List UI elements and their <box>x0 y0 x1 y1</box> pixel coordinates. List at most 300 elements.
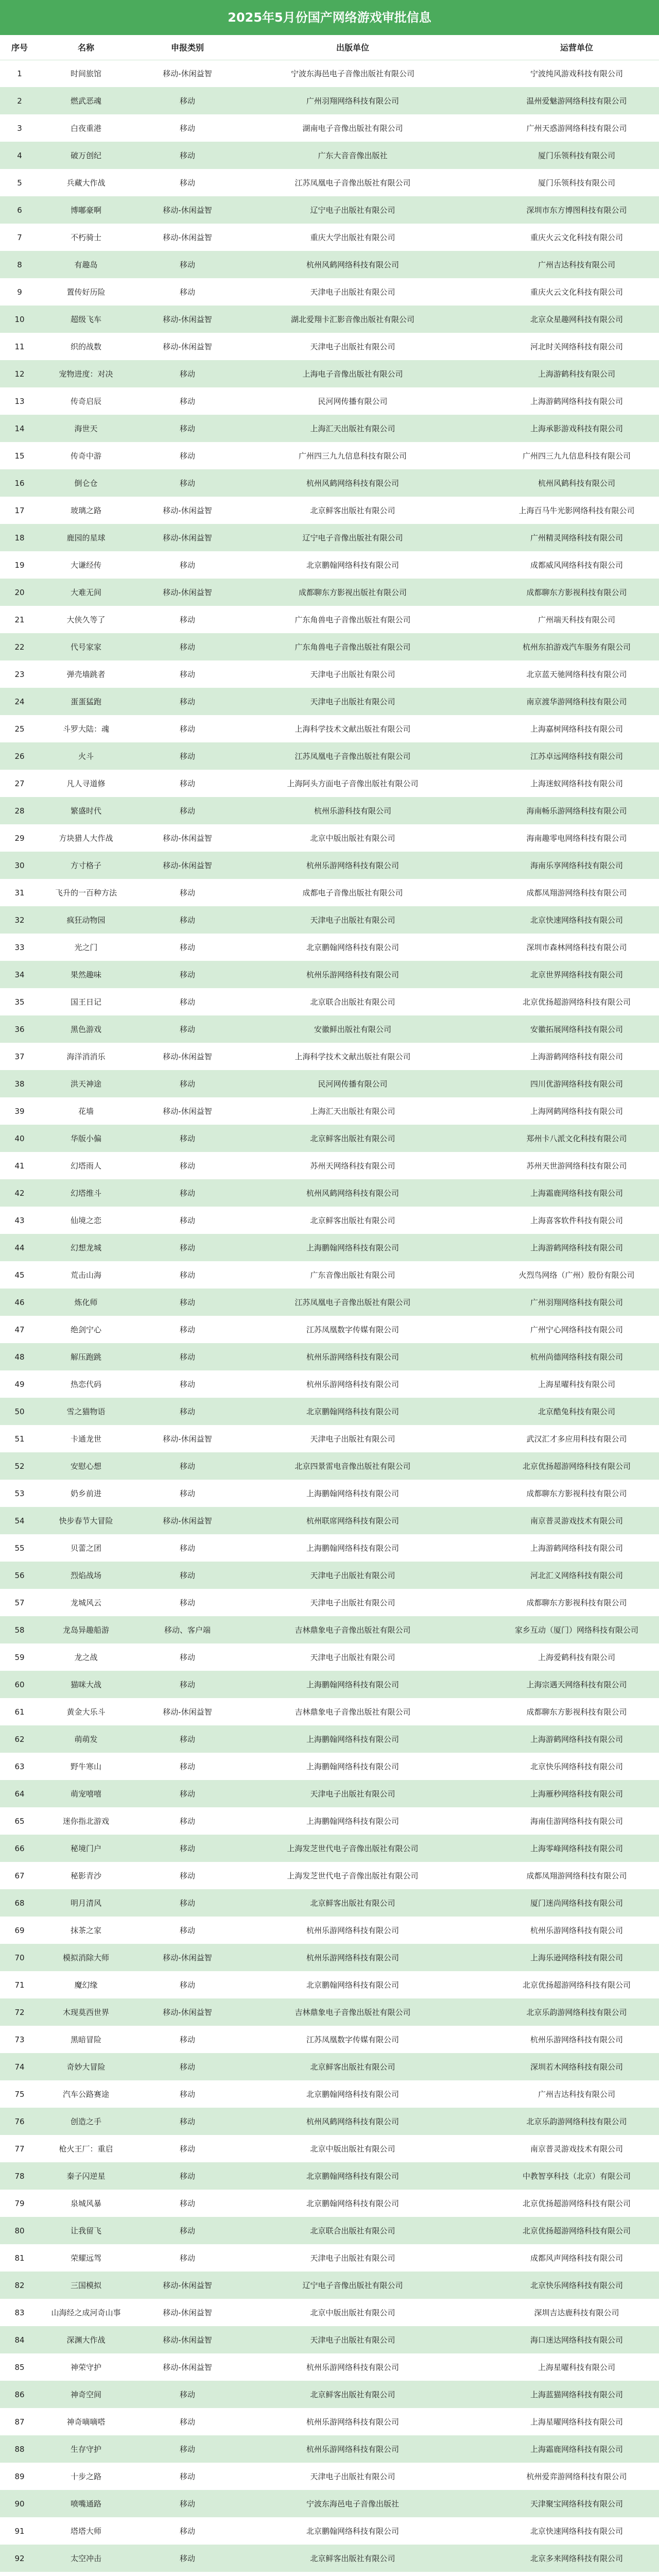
cell-operator: 上海乐逊网络科技有限公司 <box>530 1953 623 1962</box>
cell-category: 移动-休闲益智 <box>163 342 212 351</box>
cell-operator: 四川优游网络科技有限公司 <box>530 1079 623 1089</box>
cell-operator: 武汉汇才多应用科技有限公司 <box>526 1434 627 1444</box>
cell-index: 3 <box>17 123 22 133</box>
cell-operator: 深圳市东方博图科技有限公司 <box>526 205 627 215</box>
cell-name: 有趣岛 <box>74 260 98 269</box>
cell-publisher: 杭州乐游科技有限公司 <box>314 806 391 816</box>
cell-name: 塔塔大师 <box>70 2526 101 2536</box>
header-name: 名称 <box>39 35 133 60</box>
table-row <box>0 1534 659 1562</box>
cell-index: 4 <box>17 150 22 160</box>
cell-category: 移动-休闲益智 <box>163 587 212 597</box>
cell-name: 贝蕾之团 <box>70 1543 101 1553</box>
cell-index: 31 <box>14 888 25 897</box>
table-row <box>0 1753 659 1780</box>
cell-category: 移动 <box>179 1925 195 1935</box>
cell-category: 移动 <box>179 396 195 406</box>
cell-name: 抹茶之家 <box>70 1925 101 1935</box>
cell-operator: 上海霜鹿网络科技有限公司 <box>530 2444 623 2454</box>
table-row <box>0 1725 659 1753</box>
cell-category: 移动 <box>179 997 195 1007</box>
cell-operator: 广州羽翔网络科技有限公司 <box>530 1297 623 1307</box>
cell-publisher: 杭州乐游网络科技有限公司 <box>306 1352 399 1362</box>
table-row <box>0 360 659 387</box>
cell-index: 12 <box>14 369 25 379</box>
cell-name: 洪天神途 <box>70 1079 101 1089</box>
cell-publisher: 天津电子出版社有限公司 <box>310 1598 395 1607</box>
table-row <box>0 934 659 961</box>
cell-operator: 北京优扬超游网络科技有限公司 <box>522 997 631 1007</box>
cell-name: 三国模拟 <box>70 2280 101 2290</box>
cell-name: 龙岛异趣船游 <box>62 1625 109 1635</box>
table-row <box>0 251 659 278</box>
cell-publisher: 上海汇天出版社有限公司 <box>310 423 395 433</box>
cell-index: 25 <box>14 724 25 734</box>
table-row <box>0 2244 659 2272</box>
cell-name: 超级飞车 <box>70 314 101 324</box>
cell-publisher: 杭州乐游网络科技有限公司 <box>306 1379 399 1389</box>
cell-operator: 深圳市森林网络科技有限公司 <box>526 942 627 952</box>
cell-operator: 北京快速网络科技有限公司 <box>530 915 623 925</box>
cell-category: 移动 <box>179 1898 195 1908</box>
cell-name: 大侠久等了 <box>66 615 106 624</box>
cell-category: 移动 <box>179 1816 195 1826</box>
cell-index: 46 <box>14 1297 25 1307</box>
cell-category: 移动-休闲益智 <box>163 1106 212 1116</box>
cell-publisher: 杭州乐游网络科技有限公司 <box>306 1953 399 1962</box>
cell-index: 63 <box>14 1761 25 1771</box>
cell-category: 移动-休闲益智 <box>163 2308 212 2317</box>
cell-name: 凡人寻道修 <box>66 778 106 788</box>
cell-index: 48 <box>14 1352 25 1362</box>
cell-publisher: 辽宁电子出版社有限公司 <box>310 205 395 215</box>
cell-publisher: 北京鲜客出版社有限公司 <box>310 1133 395 1143</box>
cell-category: 移动 <box>179 1980 195 1990</box>
cell-category: 移动 <box>179 2526 195 2536</box>
cell-category: 移动-休闲益智 <box>163 505 212 515</box>
cell-index: 85 <box>14 2362 25 2372</box>
cell-name: 秘境门户 <box>70 1843 101 1853</box>
table-row <box>0 742 659 770</box>
cell-name: 萌宠嘻嘻 <box>70 1789 101 1799</box>
cell-index: 50 <box>14 1406 25 1416</box>
cell-publisher: 天津电子出版社有限公司 <box>310 342 395 351</box>
cell-category: 移动 <box>179 724 195 734</box>
cell-name: 传奇启辰 <box>70 396 101 406</box>
table-row <box>0 797 659 824</box>
cell-publisher: 江苏凤凰电子音像出版社有限公司 <box>294 1297 411 1307</box>
cell-index: 80 <box>14 2226 25 2235</box>
cell-name: 幻想龙城 <box>70 1243 101 1252</box>
cell-operator: 上海嘉树网络科技有限公司 <box>530 724 623 734</box>
cell-operator: 北京快速网络科技有限公司 <box>530 2526 623 2536</box>
cell-category: 移动 <box>179 1325 195 1334</box>
table-row <box>0 1862 659 1889</box>
table-row <box>0 1889 659 1917</box>
cell-name: 博嘟豪啊 <box>70 205 101 215</box>
cell-operator: 河北汇义网络科技有限公司 <box>530 1570 623 1580</box>
cell-index: 53 <box>14 1488 25 1498</box>
header-category: 申报类别 <box>133 35 242 60</box>
cell-category: 移动-休闲益智 <box>163 232 212 242</box>
table-row <box>0 497 659 524</box>
cell-index: 79 <box>14 2198 25 2208</box>
cell-publisher: 北京鹏翰网络科技有限公司 <box>306 2198 399 2208</box>
cell-publisher: 北京中版出版社有限公司 <box>310 2308 395 2317</box>
cell-category: 移动 <box>179 478 195 488</box>
cell-operator: 海南佳游网络科技有限公司 <box>530 1816 623 1826</box>
cell-index: 64 <box>14 1789 25 1799</box>
cell-index: 17 <box>14 505 25 515</box>
table-row <box>0 1343 659 1370</box>
cell-operator: 广州天惑游网络科技有限公司 <box>526 123 627 133</box>
cell-index: 15 <box>14 451 25 461</box>
cell-name: 花墙 <box>78 1106 94 1116</box>
cell-publisher: 广州羽翔网络科技有限公司 <box>306 96 399 106</box>
cell-category: 移动-休闲益智 <box>163 2280 212 2290</box>
cell-operator: 上海百马牛光影网络科技有限公司 <box>518 505 635 515</box>
cell-index: 11 <box>14 342 25 351</box>
cell-category: 移动、客户端 <box>164 1625 211 1635</box>
table-row <box>0 1616 659 1643</box>
cell-name: 破万创纪 <box>70 150 101 160</box>
cell-index: 22 <box>14 642 25 652</box>
cell-index: 89 <box>14 2471 25 2481</box>
cell-operator: 杭州风鹤科技有限公司 <box>537 478 615 488</box>
table-row <box>0 1589 659 1616</box>
cell-operator: 厦门乐领科技有限公司 <box>537 150 615 160</box>
cell-operator: 重庆火云文化科技有限公司 <box>530 232 623 242</box>
cell-name: 方块猎人大作战 <box>59 833 113 843</box>
cell-name: 倒仑仓 <box>74 478 98 488</box>
table-row <box>0 1125 659 1152</box>
cell-publisher: 民河网传播有限公司 <box>318 1079 388 1089</box>
cell-publisher <box>242 2572 463 2576</box>
header-index: 序号 <box>0 35 39 60</box>
table-row <box>0 2545 659 2572</box>
cell-operator: 上海游鹤网络科技有限公司 <box>530 1052 623 1061</box>
cell-category: 移动 <box>179 1024 195 1034</box>
cell-index: 44 <box>14 1243 25 1252</box>
cell-publisher: 上海阿头方面电子音像出版社有限公司 <box>287 778 419 788</box>
cell-publisher: 湖南电子音像出版社有限公司 <box>302 123 403 133</box>
table-row <box>0 852 659 879</box>
cell-name: 飞升的一百种方法 <box>55 888 117 897</box>
cell-index: 70 <box>14 1953 25 1962</box>
cell-category: 移动 <box>179 1488 195 1498</box>
table-row <box>0 660 659 688</box>
cell-name: 光之门 <box>74 942 98 952</box>
cell-name: 炼化师 <box>74 1297 98 1307</box>
cell-category: 移动-休闲益智 <box>163 860 212 870</box>
cell-index: 67 <box>14 1871 25 1880</box>
cell-category: 移动 <box>179 751 195 761</box>
cell-index: 32 <box>14 915 25 925</box>
cell-category: 移动 <box>179 1761 195 1771</box>
table-row <box>0 1398 659 1425</box>
cell-index: 66 <box>14 1843 25 1853</box>
cell-category: 移动 <box>179 669 195 679</box>
cell-index: 82 <box>14 2280 25 2290</box>
cell-index: 73 <box>14 2035 25 2044</box>
games-table <box>0 35 659 2576</box>
cell-name: 野牛寒山 <box>70 1761 101 1771</box>
table-row <box>0 2490 659 2517</box>
cell-category: 移动 <box>179 697 195 706</box>
cell-index: 77 <box>14 2144 25 2154</box>
cell-publisher: 天津电子出版社有限公司 <box>310 2471 395 2481</box>
cell-name: 大谦经传 <box>70 560 101 570</box>
cell-operator: 北京乐韵游网络科技有限公司 <box>526 2007 627 2017</box>
cell-name: 国王日记 <box>70 997 101 1007</box>
cell-publisher: 上海鹏翰网络科技有限公司 <box>306 1488 399 1498</box>
cell-name: 迷你指北游戏 <box>62 1816 109 1826</box>
cell-operator: 广州吉达科技有限公司 <box>537 260 615 269</box>
table-row <box>0 1671 659 1698</box>
table-row <box>0 142 659 169</box>
cell-name: 宠物进度：对决 <box>59 369 113 379</box>
cell-publisher: 北京四景雷电音像出版社有限公司 <box>294 1461 411 1471</box>
table-row <box>0 579 659 606</box>
table-row <box>0 2080 659 2108</box>
cell-publisher: 广东音像出版社有限公司 <box>310 1270 395 1280</box>
cell-name: 魔幻缘 <box>74 1980 98 1990</box>
cell-operator: 上海爱鹤科技有限公司 <box>537 1652 615 1662</box>
cell-index: 40 <box>14 1133 25 1143</box>
cell-publisher: 杭州乐游网络科技有限公司 <box>306 970 399 979</box>
cell-name: 萌萌发 <box>74 1734 98 1744</box>
cell-index: 1 <box>17 69 22 78</box>
cell-index: 57 <box>14 1598 25 1607</box>
cell-operator: 成都聊东方影视科技有限公司 <box>526 1707 627 1717</box>
cell-name: 斗罗大陆：魂 <box>62 724 109 734</box>
table-row <box>0 2053 659 2080</box>
cell-category: 移动 <box>179 2035 195 2044</box>
table-row <box>0 2463 659 2490</box>
table-row <box>0 1998 659 2026</box>
cell-category: 移动 <box>179 1789 195 1799</box>
cell-publisher: 杭州风鹤网络科技有限公司 <box>306 2116 399 2126</box>
cell-category: 移动 <box>179 96 195 106</box>
cell-publisher: 天津电子出版社有限公司 <box>310 697 395 706</box>
table-row <box>0 2026 659 2053</box>
table-row <box>0 1370 659 1398</box>
table-row <box>0 1643 659 1671</box>
cell-publisher: 辽宁电子音像出版社有限公司 <box>302 2280 403 2290</box>
cell-index: 84 <box>14 2335 25 2345</box>
cell-index: 72 <box>14 2007 25 2017</box>
header-publisher: 出版单位 <box>242 35 463 60</box>
cell-operator: 成都聊东方影视科技有限公司 <box>526 1598 627 1607</box>
cell-publisher: 北京鲜客出版社有限公司 <box>310 2062 395 2072</box>
cell-index: 28 <box>14 806 25 816</box>
cell-name: 猫咪大战 <box>70 1680 101 1689</box>
cell-name: 模拟消除大师 <box>62 1953 109 1962</box>
cell-publisher: 江苏凤凰数字传媒有限公司 <box>306 2035 399 2044</box>
table-row <box>0 961 659 988</box>
table-row <box>0 2272 659 2299</box>
table-row <box>0 2326 659 2353</box>
cell-publisher: 北京鹏翰网络科技有限公司 <box>306 1406 399 1416</box>
cell-name: 木现莫西世界 <box>62 2007 109 2017</box>
cell-index: 8 <box>17 260 22 269</box>
cell-publisher: 北京鲜客出版社有限公司 <box>310 505 395 515</box>
cell-name: 鹿园的星球 <box>66 533 106 543</box>
cell-name: 疯狂动物园 <box>66 915 106 925</box>
cell-operator: 上海游鹤科技有限公司 <box>537 369 615 379</box>
cell-category: 移动 <box>179 1352 195 1362</box>
cell-name: 织的战数 <box>70 342 101 351</box>
table-row <box>0 2381 659 2408</box>
cell-category: 移动 <box>179 1079 195 1089</box>
cell-category: 移动-休闲益智 <box>163 69 212 78</box>
cell-category: 移动 <box>179 260 195 269</box>
table-row <box>0 2190 659 2217</box>
table-row <box>0 2299 659 2326</box>
cell-operator: 北京酷兔科技有限公司 <box>537 1406 615 1416</box>
cell-category: 移动-休闲益智 <box>163 205 212 215</box>
cell-name: 弹壳墙跳者 <box>66 669 106 679</box>
table-row <box>0 1917 659 1944</box>
cell-name: 烈焰战场 <box>70 1570 101 1580</box>
cell-name: 太空冲击 <box>70 2553 101 2563</box>
cell-publisher: 杭州乐游网络科技有限公司 <box>306 860 399 870</box>
cell-operator: 北京多来网络科技有限公司 <box>530 2553 623 2563</box>
cell-publisher: 湖北爱翔卡汇影音像出版社有限公司 <box>290 314 414 324</box>
cell-category: 移动 <box>179 1161 195 1171</box>
cell-name: 让我留飞 <box>70 2226 101 2235</box>
cell-name: 大难无间 <box>70 587 101 597</box>
cell-index: 74 <box>14 2062 25 2072</box>
cell-publisher: 北京联合出版社有限公司 <box>310 997 395 1007</box>
table-row <box>0 196 659 224</box>
table-row <box>0 1698 659 1725</box>
cell-category: 移动 <box>179 1133 195 1143</box>
table-row <box>0 60 659 87</box>
table-row <box>0 1780 659 1807</box>
cell-category: 移动 <box>179 287 195 297</box>
cell-index: 36 <box>14 1024 25 1034</box>
cell-publisher: 北京鲜客出版社有限公司 <box>310 2553 395 2563</box>
cell-publisher: 天津电子出版社有限公司 <box>310 287 395 297</box>
cell-publisher: 北京鲜客出版社有限公司 <box>310 2389 395 2399</box>
table-row <box>0 415 659 442</box>
cell-index: 90 <box>14 2499 25 2509</box>
cell-index: 88 <box>14 2444 25 2454</box>
cell-category: 移动 <box>179 1406 195 1416</box>
table-row <box>0 2435 659 2463</box>
cell-publisher: 北京鹏翰网络科技有限公司 <box>306 2089 399 2099</box>
cell-operator: 江苏卓远网络科技有限公司 <box>530 751 623 761</box>
cell-name: 幻塔维斗 <box>70 1188 101 1198</box>
cell-name: 火斗 <box>78 751 94 761</box>
cell-publisher: 天津电子出版社有限公司 <box>310 1434 395 1444</box>
cell-operator: 火烈鸟网络（广州）股份有限公司 <box>518 1270 635 1280</box>
table-row <box>0 1316 659 1343</box>
cell-name: 传奇中游 <box>70 451 101 461</box>
cell-operator: 上海星曜网络科技有限公司 <box>530 2417 623 2427</box>
cell-category: 移动 <box>179 2226 195 2235</box>
cell-publisher: 上海鹏翰网络科技有限公司 <box>306 1243 399 1252</box>
table-row <box>0 114 659 142</box>
cell-operator: 上海游鹤网络科技有限公司 <box>530 1543 623 1553</box>
cell-name: 热恋代码 <box>70 1379 101 1389</box>
cell-category: 移动-休闲益智 <box>163 1707 212 1717</box>
cell-operator: 深圳若木网络科技有限公司 <box>530 2062 623 2072</box>
cell-name: 雪之猫物语 <box>66 1406 106 1416</box>
cell-publisher: 杭州乐游网络科技有限公司 <box>306 2444 399 2454</box>
table-row <box>0 1480 659 1507</box>
cell-category: 移动-休闲益智 <box>163 2007 212 2017</box>
cell-name: 汽车公路赛途 <box>62 2089 109 2099</box>
cell-category: 移动 <box>179 1843 195 1853</box>
table-row <box>0 333 659 360</box>
cell-index: 71 <box>14 1980 25 1990</box>
cell-operator: 成都凤翔游网络科技有限公司 <box>526 1871 627 1880</box>
cell-publisher: 上海科学技术文献出版社有限公司 <box>294 724 411 734</box>
cell-index: 86 <box>14 2389 25 2399</box>
cell-index: 19 <box>14 560 25 570</box>
cell-index: 34 <box>14 970 25 979</box>
cell-operator: 广州端天科技有限公司 <box>537 615 615 624</box>
cell-category: 移动 <box>179 2553 195 2563</box>
cell-operator: 北京世界网络科技有限公司 <box>530 970 623 979</box>
cell-publisher: 杭州联席网络科技有限公司 <box>306 1516 399 1526</box>
cell-publisher: 天津电子出版社有限公司 <box>310 1789 395 1799</box>
cell-index: 20 <box>14 587 25 597</box>
cell-publisher: 杭州风鹤网络科技有限公司 <box>306 478 399 488</box>
cell-publisher: 北京鲜客出版社有限公司 <box>310 1898 395 1908</box>
cell-index: 18 <box>14 533 25 543</box>
table-header-row <box>0 35 659 60</box>
header-operator: 运营单位 <box>463 35 659 60</box>
cell-category: 移动 <box>179 2116 195 2126</box>
table-row <box>0 879 659 906</box>
cell-operator: 上海喜客软件科技有限公司 <box>530 1215 623 1225</box>
cell-name: 秘影青沙 <box>70 1871 101 1880</box>
table-row <box>0 1015 659 1043</box>
cell-operator: 广州吉达科技有限公司 <box>537 2089 615 2099</box>
cell-name: 奇妙大冒险 <box>66 2062 106 2072</box>
cell-operator: 成都凤翔游网络科技有限公司 <box>526 888 627 897</box>
cell-index: 33 <box>14 942 25 952</box>
cell-publisher: 北京鹏翰网络科技有限公司 <box>306 2526 399 2536</box>
cell-operator: 广州宁心网络科技有限公司 <box>530 1325 623 1334</box>
table-row <box>0 906 659 934</box>
cell-category: 移动-休闲益智 <box>163 2362 212 2372</box>
cell-index: 5 <box>17 178 22 188</box>
cell-publisher: 成都电子音像出版社有限公司 <box>302 888 403 897</box>
table-row <box>0 1261 659 1289</box>
cell-publisher: 宁波东海邑电子音像出版社 <box>306 2499 399 2509</box>
cell-publisher: 广东大音音像出版社 <box>318 150 388 160</box>
cell-operator: 杭州爱弈游网络科技有限公司 <box>526 2471 627 2481</box>
cell-publisher: 天津电子出版社有限公司 <box>310 2253 395 2263</box>
table-row <box>0 606 659 633</box>
cell-operator: 中教智享科技（北京）有限公司 <box>522 2171 631 2181</box>
cell-index: 42 <box>14 1188 25 1198</box>
cell-operator: 宁波纯风游戏科技有限公司 <box>530 69 623 78</box>
cell-category: 移动 <box>179 369 195 379</box>
cell-category: 移动 <box>179 2499 195 2509</box>
cell-operator: 上海迷蚁网络科技有限公司 <box>530 778 623 788</box>
table-row <box>0 87 659 114</box>
table-row <box>0 1944 659 1971</box>
cell-category: 移动-休闲益智 <box>163 314 212 324</box>
cell-publisher: 北京鹏翰网络科技有限公司 <box>306 1980 399 1990</box>
table-row <box>0 1234 659 1261</box>
cell-publisher: 上海汇天出版社有限公司 <box>310 1106 395 1116</box>
